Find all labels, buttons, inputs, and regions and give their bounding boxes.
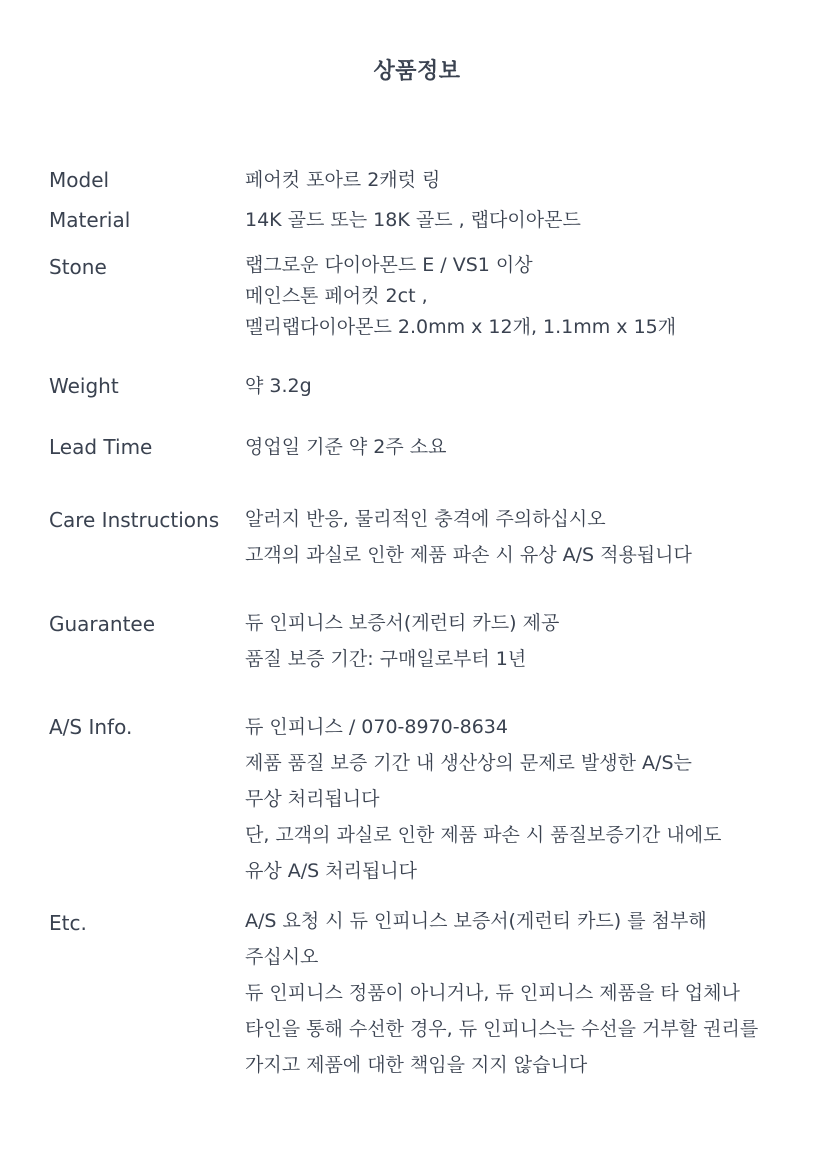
- page-title: 상품정보: [373, 59, 461, 84]
- spec-line: 메인스톤 페어컷 2ct ,: [245, 285, 428, 307]
- spec-label-etc: Etc.: [49, 911, 87, 935]
- spec-line: 14K 골드 또는 18K 골드 , 랩다이아몬드: [245, 209, 581, 231]
- spec-value-lead-time: [245, 429, 446, 465]
- spec-value-stone: [245, 250, 676, 343]
- spec-line: 듀 인피니스 보증서(게런티 카드) 제공: [245, 612, 560, 634]
- spec-label-model: Model: [49, 168, 110, 192]
- spec-line: 고객의 과실로 인한 제품 파손 시 유상 A/S 적용됩니다: [245, 544, 692, 566]
- spec-label-weight: Weight: [49, 374, 119, 398]
- spec-value-weight: [245, 368, 312, 404]
- spec-line: 약 3.2g: [245, 375, 312, 397]
- spec-line: 랩그로운 다이아몬드 E / VS1 이상: [245, 254, 533, 276]
- spec-label-guarantee: Guarantee: [49, 612, 156, 636]
- spec-label-lead-time: Lead Time: [49, 435, 153, 459]
- spec-line: 유상 A/S 처리됩니다: [245, 860, 418, 882]
- spec-line: 주십시오: [245, 946, 319, 968]
- spec-line: 품질 보증 기간: 구매일로부터 1년: [245, 648, 527, 670]
- spec-value-care-instructions: [245, 501, 692, 573]
- spec-value-guarantee: [245, 605, 559, 677]
- spec-line: A/S 요청 시 듀 인피니스 보증서(게런티 카드) 를 첨부해: [245, 910, 707, 932]
- spec-value-as-info: [245, 709, 722, 889]
- spec-line: 멜리랩다이아몬드 2.0mm x 12개, 1.1mm x 15개: [245, 316, 677, 338]
- spec-line: 페어컷 포아르 2캐럿 링: [245, 169, 441, 191]
- spec-line: 무상 처리됩니다: [245, 788, 380, 810]
- spec-value-model: [245, 162, 440, 198]
- spec-line: 가지고 제품에 대한 책임을 지지 않습니다: [245, 1054, 588, 1076]
- spec-value-material: [245, 202, 581, 238]
- spec-label-material: Material: [49, 208, 131, 232]
- spec-line: 단, 고객의 과실로 인한 제품 파손 시 품질보증기간 내에도: [245, 824, 722, 846]
- spec-value-etc: [245, 903, 758, 1083]
- spec-line: 타인을 통해 수선한 경우, 듀 인피니스는 수선을 거부할 권리를: [245, 1018, 759, 1040]
- spec-line: 제품 품질 보증 기간 내 생산상의 문제로 발생한 A/S는: [245, 752, 692, 774]
- spec-line: 영업일 기준 약 2주 소요: [245, 436, 447, 458]
- spec-line: 듀 인피니스 / 070-8970-8634: [245, 716, 508, 738]
- spec-line: 듀 인피니스 정품이 아니거나, 듀 인피니스 제품을 타 업체나: [245, 982, 740, 1004]
- spec-line: 알러지 반응, 물리적인 충격에 주의하십시오: [245, 508, 606, 530]
- spec-label-stone: Stone: [49, 255, 107, 279]
- spec-label-as-info: A/S Info.: [49, 715, 133, 739]
- spec-label-care-instructions: Care Instructions: [49, 508, 220, 532]
